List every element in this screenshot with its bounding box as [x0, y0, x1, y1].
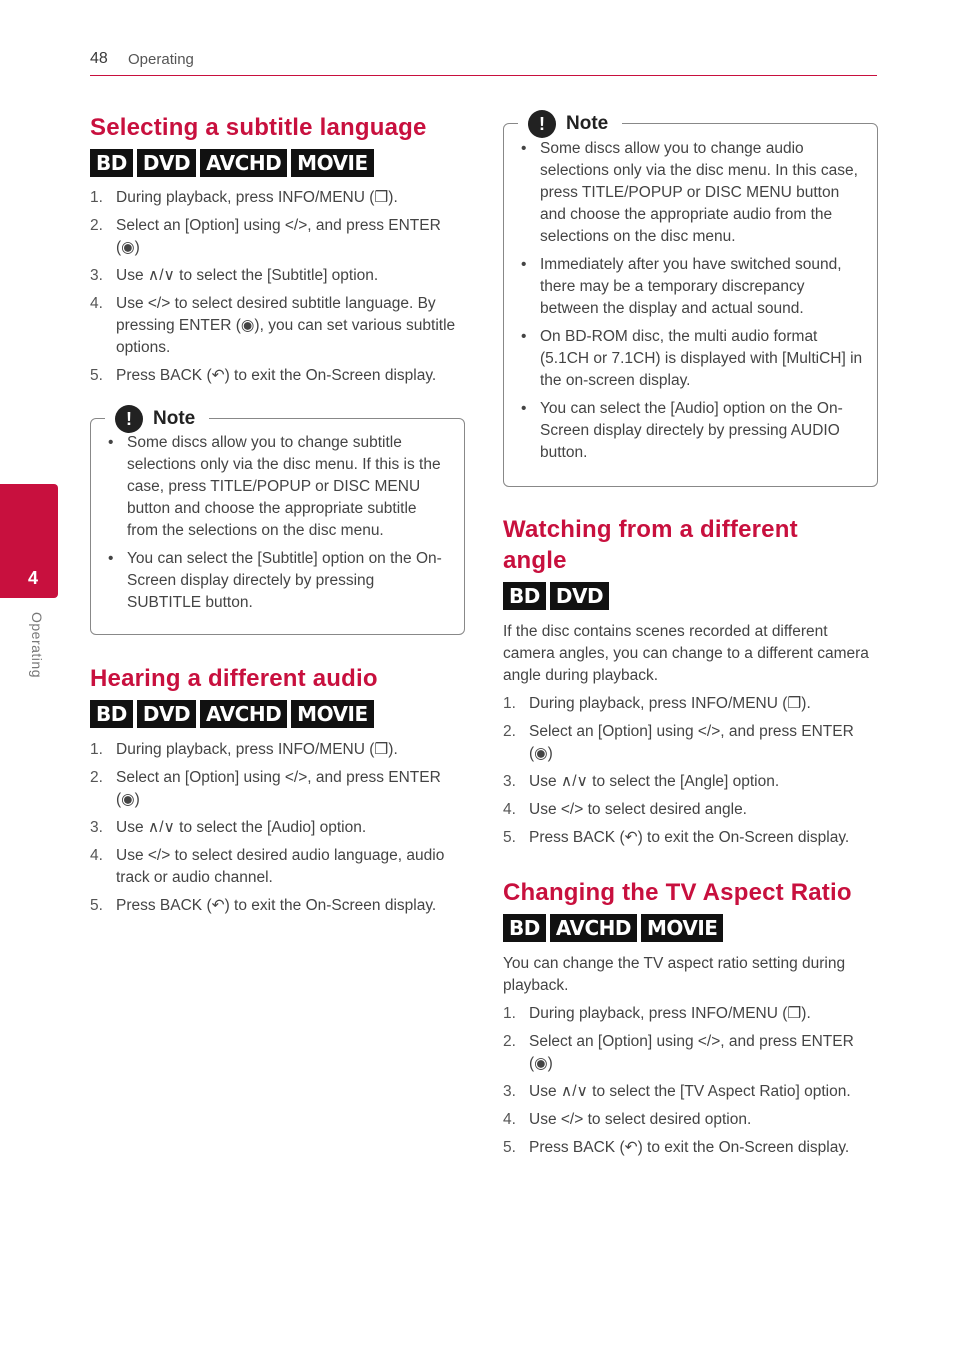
page-number: 48 [90, 50, 108, 67]
step-item: 1. During playback, press INFO/MENU (❒). [90, 189, 398, 206]
step-item: 1. During playback, press INFO/MENU (❒). [90, 741, 398, 758]
note-item: • On BD-ROM disc, the multi audio format (5.1CH or 7.1CH) is displayed with [MultiCH] in the on-screen display. [521, 328, 863, 389]
exclamation-icon: ! [528, 110, 556, 138]
chapter-number: 4 [28, 568, 39, 588]
section-title: Selecting a subtitle language [90, 114, 427, 141]
note-item: • You can select the [Subtitle] option on the On-Screen display directely by pressing SUBTITLE button. [108, 550, 442, 611]
section-title: Hearing a different audio [90, 665, 378, 692]
audio-note [503, 113, 878, 487]
aspect-ratio-section [503, 877, 878, 1165]
steps-list [90, 187, 465, 387]
disc-badges [503, 914, 878, 942]
badge-movie: MOVIE [291, 149, 373, 177]
badge-dvd: DVD [137, 700, 196, 728]
step-item: 2. Select an [Option] using </>, and press ENTER (◉) [90, 769, 441, 808]
badge-dvd: DVD [137, 149, 196, 177]
step-item: 3. Use ∧/∨ to select the [Angle] option. [503, 773, 780, 790]
badge-bd: BD [90, 149, 133, 177]
disc-badges [503, 582, 878, 610]
step-item: 3. Use ∧/∨ to select the [TV Aspect Ratio] option. [503, 1083, 851, 1100]
subtitle-section [90, 112, 465, 393]
step-item: 4. Use </> to select desired audio language, audio track or audio channel. [90, 847, 445, 886]
note-header [518, 110, 622, 138]
note-item: • Some discs allow you to change subtitle selections only via the disc menu. If this is the case, press TITLE/POPUP or DISC MENU button and choose the appropriate subtitle from the selections on the disc menu. [108, 434, 441, 539]
step-item: 5. Press BACK (↶) to exit the On-Screen display. [503, 829, 850, 846]
steps-list [90, 739, 465, 917]
chapter-tab [0, 484, 58, 598]
angle-section [503, 514, 878, 855]
step-item: 5. Press BACK (↶) to exit the On-Screen display. [503, 1139, 850, 1156]
page-section-label: Operating [128, 51, 194, 68]
section-description: If the disc contains scenes recorded at different camera angles, you can change to a different camera angle during playback. [503, 623, 869, 684]
disc-badges [90, 149, 465, 177]
badge-movie: MOVIE [641, 914, 723, 942]
step-item: 3. Use ∧/∨ to select the [Audio] option. [90, 819, 367, 836]
note-item: • Immediately after you have switched sound, there may be a temporary discrepancy between the display and actual sound. [521, 256, 842, 317]
page-header [90, 48, 877, 76]
badge-avchd: AVCHD [550, 914, 637, 942]
step-item: 5. Press BACK (↶) to exit the On-Screen display. [90, 367, 437, 384]
badge-avchd: AVCHD [200, 149, 287, 177]
badge-dvd: DVD [550, 582, 609, 610]
badge-bd: BD [503, 914, 546, 942]
disc-badges [90, 700, 465, 728]
step-item: 2. Select an [Option] using </>, and press ENTER (◉) [90, 217, 441, 256]
badge-bd: BD [90, 700, 133, 728]
note-title: Note [566, 113, 609, 134]
badge-avchd: AVCHD [200, 700, 287, 728]
step-item: 3. Use ∧/∨ to select the [Subtitle] option. [90, 267, 379, 284]
chapter-tab-label: Operating [29, 612, 45, 678]
step-item: 1. During playback, press INFO/MENU (❒). [503, 695, 811, 712]
section-title: Changing the TV Aspect Ratio [503, 879, 852, 906]
subtitle-note [90, 408, 465, 635]
section-title: Watching from a different angle [503, 516, 798, 574]
step-item: 4. Use </> to select desired subtitle language. By pressing ENTER (◉), you can set various subtitle options. [90, 295, 456, 356]
step-item: 2. Select an [Option] using </>, and press ENTER (◉) [503, 1033, 854, 1072]
steps-list [503, 693, 878, 849]
note-item: • You can select the [Audio] option on the On-Screen display directely by pressing AUDIO button. [521, 400, 843, 461]
note-header [105, 405, 209, 433]
steps-list [503, 1003, 878, 1159]
badge-bd: BD [503, 582, 546, 610]
note-item: • Some discs allow you to change audio selections only via the disc menu. In this case, press TITLE/POPUP or DISC MENU button and choose the appropriate audio from the selections on the disc menu. [521, 140, 858, 245]
step-item: 5. Press BACK (↶) to exit the On-Screen display. [90, 897, 437, 914]
note-title: Note [153, 408, 196, 429]
step-item: 2. Select an [Option] using </>, and press ENTER (◉) [503, 723, 854, 762]
step-item: 1. During playback, press INFO/MENU (❒). [503, 1005, 811, 1022]
note-list [105, 432, 445, 620]
step-item: 4. Use </> to select desired angle. [503, 801, 747, 818]
note-list [518, 138, 863, 470]
section-description: You can change the TV aspect ratio setting during playback. [503, 955, 846, 994]
audio-section [90, 663, 465, 923]
badge-movie: MOVIE [291, 700, 373, 728]
step-item: 4. Use </> to select desired option. [503, 1111, 752, 1128]
exclamation-icon: ! [115, 405, 143, 433]
